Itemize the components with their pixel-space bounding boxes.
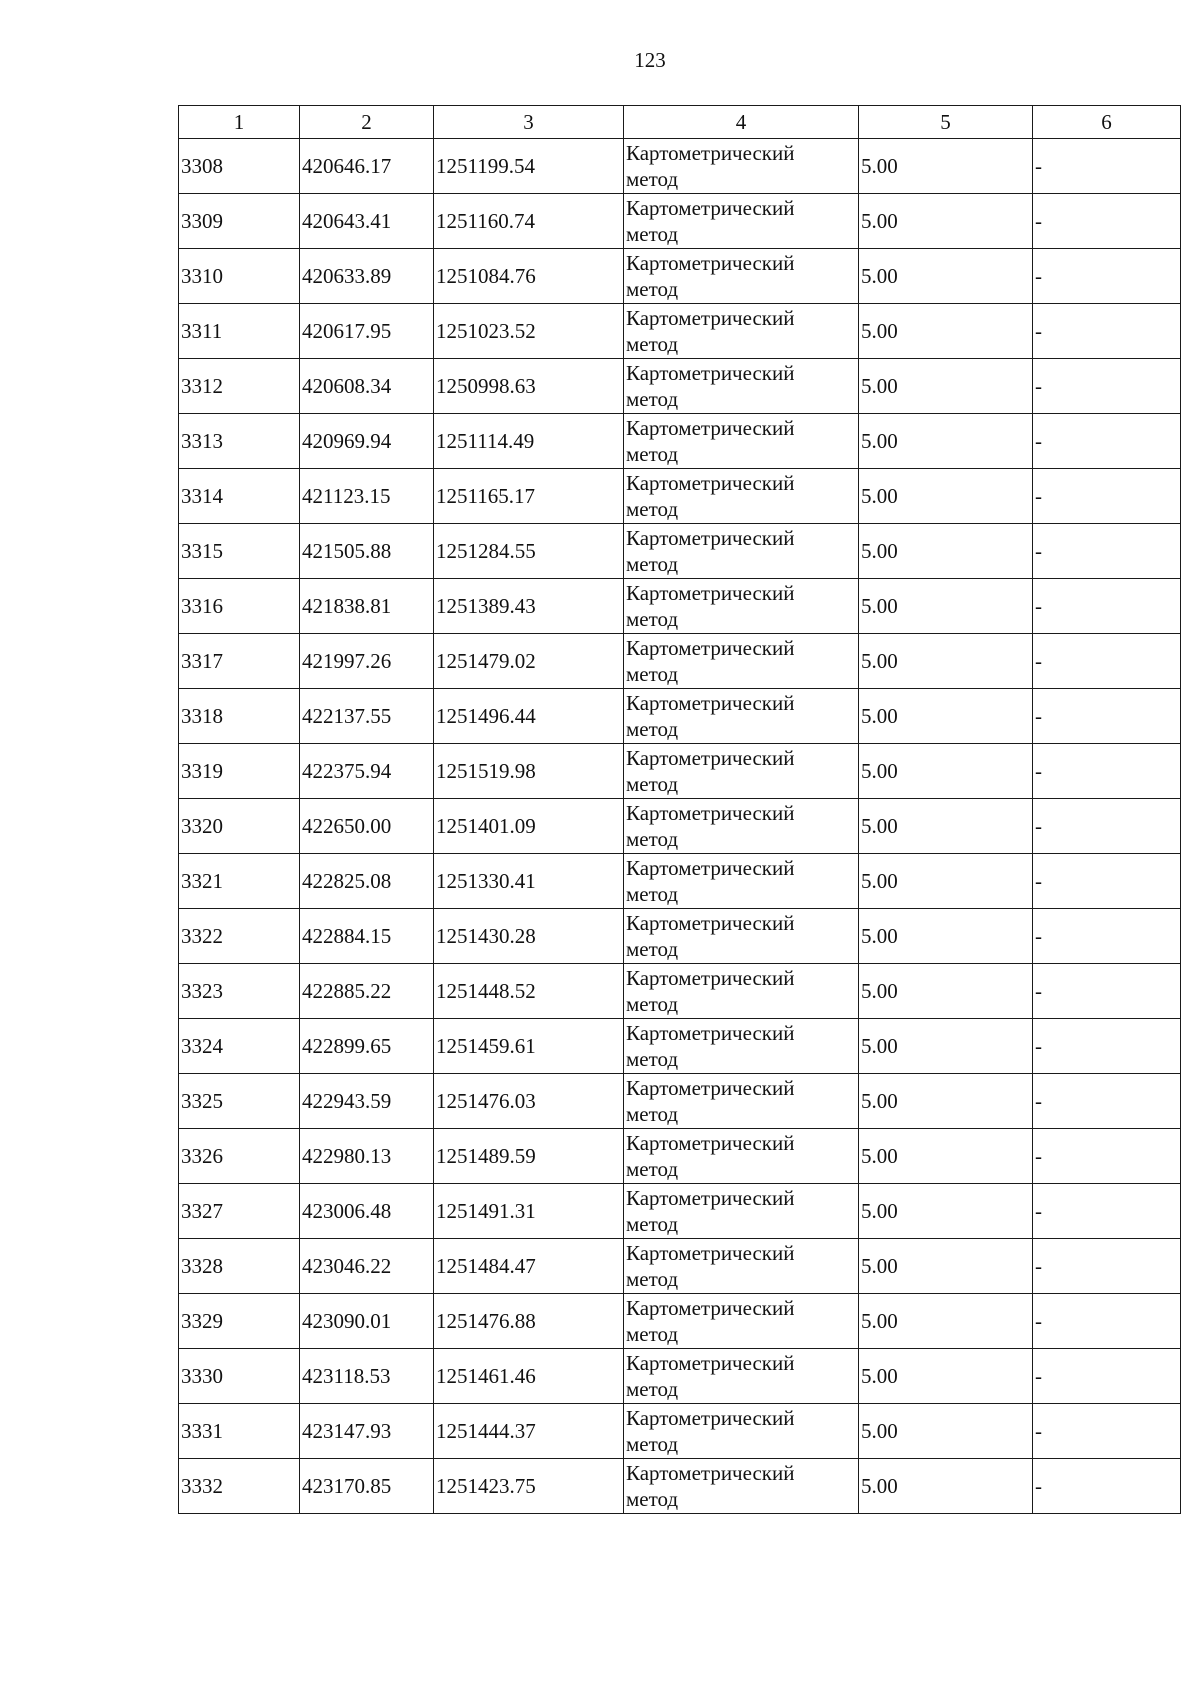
point-number-cell: 3308 [179,139,300,194]
method-line-1: Картометрический [626,911,795,935]
method-line-2: метод [626,1102,679,1126]
point-number-cell: 3330 [179,1349,300,1404]
table-row [179,854,1181,909]
y-coordinate-cell: 1251519.98 [434,744,624,799]
table-row [179,139,1181,194]
x-coordinate-cell: 420608.34 [300,359,434,414]
method-line-1: Картометрический [626,1461,795,1485]
x-coordinate-cell: 420643.41 [300,194,434,249]
y-coordinate-cell: 1251489.59 [434,1129,624,1184]
method-line-2: метод [626,1212,679,1236]
y-coordinate-cell: 1251491.31 [434,1184,624,1239]
method-line-2: метод [626,332,679,356]
y-coordinate-cell: 1251160.74 [434,194,624,249]
method-line-1: Картометрический [626,1131,795,1155]
point-number-cell: 3317 [179,634,300,689]
table-row [179,1239,1181,1294]
method-cell [624,1019,859,1074]
point-number-cell: 3321 [179,854,300,909]
method-cell [624,139,859,194]
y-coordinate-cell: 1251199.54 [434,139,624,194]
x-coordinate-cell: 421838.81 [300,579,434,634]
note-cell: - [1033,469,1181,524]
x-coordinate-cell: 420617.95 [300,304,434,359]
method-cell [624,799,859,854]
table-row [179,304,1181,359]
method-cell [624,909,859,964]
note-cell: - [1033,524,1181,579]
note-cell: - [1033,799,1181,854]
method-cell [624,1294,859,1349]
column-header: 2 [300,106,434,139]
table-row [179,1349,1181,1404]
method-line-2: метод [626,607,679,631]
column-header: 1 [179,106,300,139]
method-line-2: метод [626,1487,679,1511]
method-line-1: Картометрический [626,416,795,440]
method-line-2: метод [626,1432,679,1456]
note-cell: - [1033,1404,1181,1459]
method-cell [624,359,859,414]
method-cell [624,414,859,469]
y-coordinate-cell: 1251459.61 [434,1019,624,1074]
table-row [179,1074,1181,1129]
y-coordinate-cell: 1251476.88 [434,1294,624,1349]
table-row [179,1404,1181,1459]
method-cell [624,1349,859,1404]
method-line-1: Картометрический [626,1076,795,1100]
point-number-cell: 3327 [179,1184,300,1239]
accuracy-cell: 5.00 [859,1239,1033,1294]
y-coordinate-cell: 1251448.52 [434,964,624,1019]
table-row [179,1294,1181,1349]
note-cell: - [1033,249,1181,304]
accuracy-cell: 5.00 [859,304,1033,359]
y-coordinate-cell: 1251423.75 [434,1459,624,1514]
table-row [179,634,1181,689]
x-coordinate-cell: 422650.00 [300,799,434,854]
method-cell [624,744,859,799]
method-cell [624,469,859,524]
method-cell [624,194,859,249]
table-row [179,1459,1181,1514]
table-row [179,1019,1181,1074]
method-line-2: метод [626,992,679,1016]
y-coordinate-cell: 1251401.09 [434,799,624,854]
method-line-1: Картометрический [626,636,795,660]
y-coordinate-cell: 1251284.55 [434,524,624,579]
x-coordinate-cell: 423147.93 [300,1404,434,1459]
method-cell [624,249,859,304]
note-cell: - [1033,359,1181,414]
note-cell: - [1033,1129,1181,1184]
method-line-2: метод [626,662,679,686]
point-number-cell: 3310 [179,249,300,304]
method-cell [624,1184,859,1239]
method-line-1: Картометрический [626,691,795,715]
accuracy-cell: 5.00 [859,964,1033,1019]
note-cell: - [1033,689,1181,744]
note-cell: - [1033,1459,1181,1514]
x-coordinate-cell: 422980.13 [300,1129,434,1184]
x-coordinate-cell: 422375.94 [300,744,434,799]
x-coordinate-cell: 423046.22 [300,1239,434,1294]
method-cell [624,1459,859,1514]
x-coordinate-cell: 422885.22 [300,964,434,1019]
table-row [179,1184,1181,1239]
y-coordinate-cell: 1251476.03 [434,1074,624,1129]
x-coordinate-cell: 422825.08 [300,854,434,909]
accuracy-cell: 5.00 [859,854,1033,909]
table-row [179,469,1181,524]
method-cell [624,1074,859,1129]
coordinates-table [178,105,1181,1514]
method-line-1: Картометрический [626,746,795,770]
point-number-cell: 3318 [179,689,300,744]
method-line-1: Картометрический [626,196,795,220]
table-row [179,799,1181,854]
page-number: 123 [634,48,666,72]
method-line-1: Картометрический [626,251,795,275]
method-line-2: метод [626,1377,679,1401]
y-coordinate-cell: 1251389.43 [434,579,624,634]
point-number-cell: 3328 [179,1239,300,1294]
accuracy-cell: 5.00 [859,1019,1033,1074]
accuracy-cell: 5.00 [859,1294,1033,1349]
x-coordinate-cell: 420633.89 [300,249,434,304]
x-coordinate-cell: 422899.65 [300,1019,434,1074]
point-number-cell: 3312 [179,359,300,414]
note-cell: - [1033,1184,1181,1239]
method-cell [624,1129,859,1184]
method-line-1: Картометрический [626,471,795,495]
method-line-2: метод [626,442,679,466]
method-line-2: метод [626,1322,679,1346]
note-cell: - [1033,744,1181,799]
accuracy-cell: 5.00 [859,634,1033,689]
point-number-cell: 3311 [179,304,300,359]
column-header: 6 [1033,106,1181,139]
y-coordinate-cell: 1251084.76 [434,249,624,304]
accuracy-cell: 5.00 [859,909,1033,964]
method-line-2: метод [626,772,679,796]
point-number-cell: 3322 [179,909,300,964]
note-cell: - [1033,139,1181,194]
table-row [179,194,1181,249]
method-cell [624,524,859,579]
method-cell [624,1239,859,1294]
x-coordinate-cell: 423118.53 [300,1349,434,1404]
note-cell: - [1033,194,1181,249]
method-line-1: Картометрический [626,1241,795,1265]
y-coordinate-cell: 1250998.63 [434,359,624,414]
note-cell: - [1033,634,1181,689]
method-line-1: Картометрический [626,526,795,550]
method-line-1: Картометрический [626,1021,795,1045]
method-line-2: метод [626,387,679,411]
table-row [179,1129,1181,1184]
table-row [179,689,1181,744]
method-line-2: метод [626,167,679,191]
y-coordinate-cell: 1251479.02 [434,634,624,689]
accuracy-cell: 5.00 [859,469,1033,524]
accuracy-cell: 5.00 [859,799,1033,854]
point-number-cell: 3313 [179,414,300,469]
table-row [179,964,1181,1019]
accuracy-cell: 5.00 [859,1404,1033,1459]
method-line-1: Картометрический [626,1406,795,1430]
point-number-cell: 3329 [179,1294,300,1349]
y-coordinate-cell: 1251330.41 [434,854,624,909]
point-number-cell: 3323 [179,964,300,1019]
method-line-1: Картометрический [626,361,795,385]
table-header-row [179,106,1181,139]
method-line-2: метод [626,277,679,301]
method-line-2: метод [626,1047,679,1071]
note-cell: - [1033,414,1181,469]
x-coordinate-cell: 421997.26 [300,634,434,689]
y-coordinate-cell: 1251165.17 [434,469,624,524]
note-cell: - [1033,909,1181,964]
table-row [179,744,1181,799]
method-line-1: Картометрический [626,1351,795,1375]
accuracy-cell: 5.00 [859,359,1033,414]
column-header: 4 [624,106,859,139]
y-coordinate-cell: 1251114.49 [434,414,624,469]
x-coordinate-cell: 423170.85 [300,1459,434,1514]
x-coordinate-cell: 423090.01 [300,1294,434,1349]
note-cell: - [1033,304,1181,359]
point-number-cell: 3316 [179,579,300,634]
method-line-2: метод [626,1157,679,1181]
method-line-1: Картометрический [626,306,795,330]
x-coordinate-cell: 422884.15 [300,909,434,964]
point-number-cell: 3319 [179,744,300,799]
point-number-cell: 3326 [179,1129,300,1184]
x-coordinate-cell: 422137.55 [300,689,434,744]
method-line-1: Картометрический [626,1296,795,1320]
point-number-cell: 3324 [179,1019,300,1074]
method-line-2: метод [626,222,679,246]
method-line-1: Картометрический [626,581,795,605]
method-cell [624,1404,859,1459]
method-cell [624,579,859,634]
method-cell [624,634,859,689]
accuracy-cell: 5.00 [859,1459,1033,1514]
method-line-1: Картометрический [626,856,795,880]
method-line-2: метод [626,717,679,741]
point-number-cell: 3309 [179,194,300,249]
point-number-cell: 3332 [179,1459,300,1514]
table-body [179,139,1181,1514]
y-coordinate-cell: 1251444.37 [434,1404,624,1459]
method-line-2: метод [626,552,679,576]
method-cell [624,304,859,359]
note-cell: - [1033,854,1181,909]
note-cell: - [1033,964,1181,1019]
method-line-1: Картометрический [626,966,795,990]
note-cell: - [1033,1239,1181,1294]
note-cell: - [1033,1019,1181,1074]
table-row [179,909,1181,964]
point-number-cell: 3331 [179,1404,300,1459]
accuracy-cell: 5.00 [859,194,1033,249]
y-coordinate-cell: 1251484.47 [434,1239,624,1294]
accuracy-cell: 5.00 [859,249,1033,304]
method-cell [624,964,859,1019]
x-coordinate-cell: 422943.59 [300,1074,434,1129]
method-line-1: Картометрический [626,1186,795,1210]
x-coordinate-cell: 421123.15 [300,469,434,524]
note-cell: - [1033,579,1181,634]
method-line-2: метод [626,882,679,906]
table-row [179,414,1181,469]
point-number-cell: 3314 [179,469,300,524]
table-row [179,249,1181,304]
method-line-1: Картометрический [626,801,795,825]
y-coordinate-cell: 1251461.46 [434,1349,624,1404]
accuracy-cell: 5.00 [859,579,1033,634]
accuracy-cell: 5.00 [859,1129,1033,1184]
method-line-2: метод [626,497,679,521]
accuracy-cell: 5.00 [859,744,1033,799]
note-cell: - [1033,1294,1181,1349]
point-number-cell: 3315 [179,524,300,579]
accuracy-cell: 5.00 [859,689,1033,744]
method-line-2: метод [626,1267,679,1291]
x-coordinate-cell: 420969.94 [300,414,434,469]
accuracy-cell: 5.00 [859,414,1033,469]
accuracy-cell: 5.00 [859,1349,1033,1404]
method-cell [624,854,859,909]
note-cell: - [1033,1074,1181,1129]
y-coordinate-cell: 1251430.28 [434,909,624,964]
method-cell [624,689,859,744]
table-row [179,359,1181,414]
table-row [179,524,1181,579]
x-coordinate-cell: 421505.88 [300,524,434,579]
column-header: 3 [434,106,624,139]
accuracy-cell: 5.00 [859,524,1033,579]
x-coordinate-cell: 423006.48 [300,1184,434,1239]
point-number-cell: 3325 [179,1074,300,1129]
method-line-2: метод [626,827,679,851]
y-coordinate-cell: 1251496.44 [434,689,624,744]
note-cell: - [1033,1349,1181,1404]
accuracy-cell: 5.00 [859,1074,1033,1129]
x-coordinate-cell: 420646.17 [300,139,434,194]
method-line-1: Картометрический [626,141,795,165]
column-header: 5 [859,106,1033,139]
point-number-cell: 3320 [179,799,300,854]
accuracy-cell: 5.00 [859,139,1033,194]
method-line-2: метод [626,937,679,961]
table-row [179,579,1181,634]
accuracy-cell: 5.00 [859,1184,1033,1239]
y-coordinate-cell: 1251023.52 [434,304,624,359]
